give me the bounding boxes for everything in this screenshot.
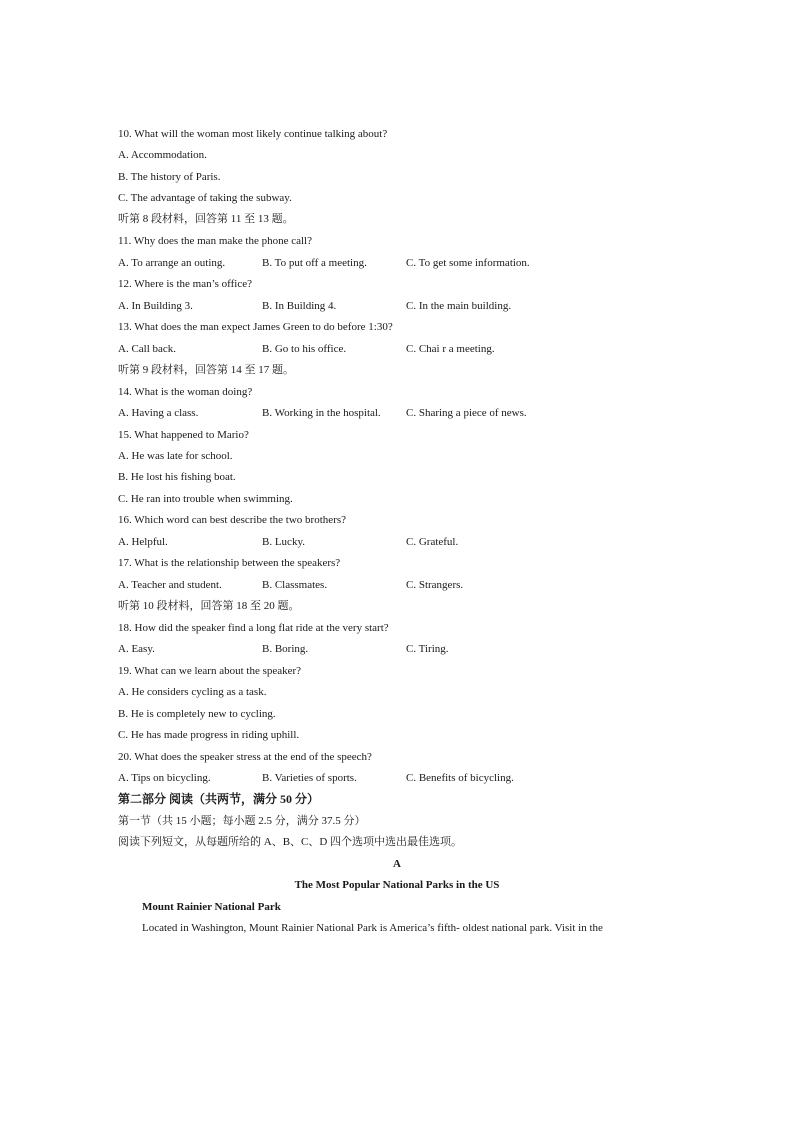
q19-option-a: A. He considers cycling as a task. bbox=[118, 686, 267, 698]
q20-option-a: A. Tips on bicycling. bbox=[118, 772, 211, 784]
q19-option-b: B. He is completely new to cycling. bbox=[118, 708, 276, 720]
q18-options bbox=[118, 642, 678, 656]
q16-options bbox=[118, 535, 678, 549]
q16-option-a: A. Helpful. bbox=[118, 536, 168, 548]
q14-option-b: B. Working in the hospital. bbox=[262, 407, 381, 419]
question-19: 19. What can we learn about the speaker? bbox=[118, 665, 302, 677]
q11-options bbox=[118, 256, 678, 270]
q13-option-b: B. Go to his office. bbox=[262, 343, 347, 355]
q11-option-c: C. To get some information. bbox=[406, 257, 530, 269]
q18-option-a: A. Easy. bbox=[118, 643, 155, 655]
q17-option-b: B. Classmates. bbox=[262, 579, 328, 591]
question-10: 10. What will the woman most likely continue talking about? bbox=[118, 128, 388, 140]
material-10-instruction: 听第 10 段材料，回答第 18 至 20 题。 bbox=[118, 600, 300, 612]
passage-subheading: Mount Rainier National Park bbox=[142, 901, 281, 913]
q10-option-b: B. The history of Paris. bbox=[118, 171, 221, 183]
q10-option-a: A. Accommodation. bbox=[118, 149, 207, 161]
passage-letter: A bbox=[393, 858, 401, 870]
passage-title: The Most Popular National Parks in the US bbox=[294, 879, 500, 891]
passage-body: Located in Washington, Mount Rainier National Park is America’s fifth- oldest national park. Visit in the bbox=[142, 922, 603, 934]
q15-option-b: B. He lost his fishing boat. bbox=[118, 471, 236, 483]
q17-options bbox=[118, 578, 678, 592]
q20-option-c: C. Benefits of bicycling. bbox=[406, 772, 514, 784]
part-2-heading: 第二部分 阅读（共两节，满分 50 分） bbox=[118, 792, 320, 806]
q12-option-a: A. In Building 3. bbox=[118, 300, 193, 312]
q16-option-b: B. Lucky. bbox=[262, 536, 305, 548]
q16-option-c: C. Grateful. bbox=[406, 536, 459, 548]
material-9-instruction: 听第 9 段材料，回答第 14 至 17 题。 bbox=[118, 364, 294, 376]
q12-option-b: B. In Building 4. bbox=[262, 300, 337, 312]
q15-option-a: A. He was late for school. bbox=[118, 450, 233, 462]
q13-option-c: C. Chai r a meeting. bbox=[406, 343, 495, 355]
q20-option-b: B. Varieties of sports. bbox=[262, 772, 357, 784]
question-12: 12. Where is the man’s office? bbox=[118, 278, 252, 290]
q11-option-b: B. To put off a meeting. bbox=[262, 257, 367, 269]
question-15: 15. What happened to Mario? bbox=[118, 429, 249, 441]
reading-instruction: 阅读下列短文，从每题所给的 A、B、C、D 四个选项中选出最佳选项。 bbox=[118, 836, 463, 848]
q13-options bbox=[118, 342, 678, 356]
question-11: 11. Why does the man make the phone call? bbox=[118, 235, 312, 247]
q18-option-c: C. Tiring. bbox=[406, 643, 449, 655]
q13-option-a: A. Call back. bbox=[118, 343, 177, 355]
question-18: 18. How did the speaker find a long flat ride at the very start? bbox=[118, 622, 389, 634]
q20-options bbox=[118, 771, 678, 785]
section-1-heading: 第一节（共 15 小题；每小题 2.5 分，满分 37.5 分） bbox=[118, 815, 366, 827]
q15-option-c: C. He ran into trouble when swimming. bbox=[118, 493, 293, 505]
q18-option-b: B. Boring. bbox=[262, 643, 309, 655]
question-13: 13. What does the man expect James Green to do before 1:30? bbox=[118, 321, 393, 333]
material-8-instruction: 听第 8 段材料，回答第 11 至 13 题。 bbox=[118, 213, 294, 225]
q11-option-a: A. To arrange an outing. bbox=[118, 257, 226, 269]
question-20: 20. What does the speaker stress at the end of the speech? bbox=[118, 751, 372, 763]
q14-option-c: C. Sharing a piece of news. bbox=[406, 407, 527, 419]
question-17: 17. What is the relationship between the speakers? bbox=[118, 557, 341, 569]
question-16: 16. Which word can best describe the two brothers? bbox=[118, 514, 346, 526]
q17-option-a: A. Teacher and student. bbox=[118, 579, 222, 591]
q12-option-c: C. In the main building. bbox=[406, 300, 512, 312]
q12-options bbox=[118, 299, 678, 313]
q14-option-a: A. Having a class. bbox=[118, 407, 199, 419]
q10-option-c: C. The advantage of taking the subway. bbox=[118, 192, 292, 204]
q19-option-c: C. He has made progress in riding uphill. bbox=[118, 729, 300, 741]
question-14: 14. What is the woman doing? bbox=[118, 386, 253, 398]
q17-option-c: C. Strangers. bbox=[406, 579, 464, 591]
q14-options bbox=[118, 406, 678, 420]
